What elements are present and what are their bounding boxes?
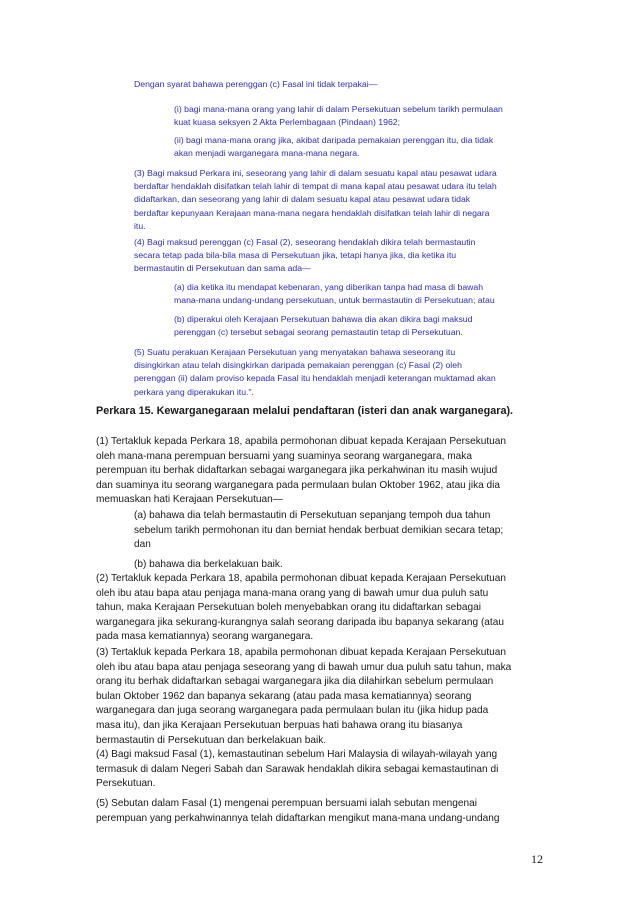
amendment-clause-4b: (b) diperakui oleh Kerajaan Persekutuan bahawa dia akan dikira bagi maksud perenggan (c) tersebut sebagai seorang pemastautin tetap di Persekutuan. (174, 314, 473, 338)
article-clause-4: (4) Bagi maksud Fasal (1), kemastautinan sebelum Hari Malaysia di wilayah-wilayah yang termasuk di dalam Negeri Sabah dan Sarawak hendaklah dikira sebagai kemastautinan di Persekutuan. (96, 749, 499, 790)
article-clause-1b: (b) bahawa dia berkelakuan baik. (134, 559, 283, 570)
article-clause-1: (1) Tertakluk kepada Perkara 18, apabila permohonan dibuat kepada Kerajaan Persekutuan oleh mana-mana perempuan bersuami yang suaminya seorang warganegara, maka perempuan itu berhak didaftarkan sebagai warganegara jika perkahwinan itu masih wujud dan suaminya itu seorang warganegara pada permulaan bulan Oktober 1962, atau jika dia memuaskan hati Kerajaan Persekutuan— (96, 436, 507, 506)
article-clause-2: (2) Tertakluk kepada Perkara 18, apabila permohonan dibuat kepada Kerajaan Persekutuan oleh ibu atau bapa atau penjaga mana-mana orang yang di bawah umur dua puluh satu tahun, maka Kerajaan Persekutuan boleh menyebabkan orang itu didaftarkan sebagai warganegara jika sekurang-kurangnya salah seorang daripada ibu bapanya sekarang (atau pada masa kematiannya) seorang warganegara. (96, 573, 507, 643)
article-clause-3: (3) Tertakluk kepada Perkara 18, apabila permohonan dibuat kepada Kerajaan Persekutuan oleh ibu atau bapa atau penjaga seseorang yang di bawah umur dua puluh satu tahun, maka orang itu berhak didaftarkan sebagai warganegara jika dia dilahirkan sebelum permulaan bulan Oktober 1962 dan bapanya sekarang (atau pada masa kematiannya) seorang warganegara dan juga seorang warganegara pada permulaan bulan itu (jika hidup pada masa itu), dan jika Kerajaan Persekutuan berpuas hati bahawa orang itu biasanya bermastautin di Persekutuan dan berkelakuan baik. (96, 647, 512, 746)
proviso-intro: Dengan syarat bahawa perenggan (c) Fasal ini tidak terpakai— (134, 79, 378, 89)
article-clause-1a: (a) bahawa dia telah bermastautin di Persekutuan sepanjang tempoh dua tahun sebelum tarikh permohonan itu dan berniat hendak berbuat demikian secara tetap; dan (134, 510, 504, 551)
amendment-clause-5: (5) Suatu perakuan Kerajaan Persekutuan yang menyatakan bahawa seseorang itu disingkirkan atau telah disingkirkan daripada pemakaian perenggan (c) Fasal (2) oleh perenggan (ii) dalam proviso kepada Fasal itu hendaklah menjadi keterangan muktamad akan perkara yang diperakukan itu.". (134, 347, 496, 397)
amendment-clause-4a: (a) dia ketika itu mendapat kebenaran, yang diberikan tanpa had masa di bawah mana-mana undang-undang persekutuan, untuk bermastautin di Persekutuan; atau (174, 282, 495, 306)
article-clause-5: (5) Sebutan dalam Fasal (1) mengenai perempuan bersuami ialah sebutan mengenai perempuan yang perkahwinannya telah didaftarkan mengikut mana-mana undang-undang (96, 798, 500, 824)
article-heading: Perkara 15. Kewarganegaraan melalui pendaftaran (isteri dan anak warganegara). (96, 405, 514, 417)
amendment-clause-4: (4) Bagi maksud perenggan (c) Fasal (2), seseorang hendaklah dikira telah bermastautin secara tetap pada bila-bila masa di Persekutuan jika, tetapi hanya jika, dia ketika itu bermastautin di Persekutuan dan sama ada— (134, 237, 476, 274)
page-number: 12 (531, 852, 543, 866)
amendment-clause-3: (3) Bagi maksud Perkara ini, seseorang yang lahir di dalam sesuatu kapal atau pesawat udara berdaftar hendaklah disifatkan telah lahir di tempat di mana kapal atau pesawat udara itu telah didaftarkan, dan seseorang yang lahir di dalam sesuatu kapal atau pesawat udara tidak berdaftar kepunyaan Kerajaan mana-mana negara hendaklah disifatkan telah lahir di negara itu. (134, 168, 497, 231)
proviso-item-i: (i) bagi mana-mana orang yang lahir di dalam Persekutuan sebelum tarikh permulaan kuat kuasa seksyen 2 Akta Perlembagaan (Pindaan) 1962; (174, 104, 503, 128)
proviso-item-ii: (ii) bagi mana-mana orang jika, akibat daripada pemakaian perenggan itu, dia tidak akan menjadi warganegara mana-mana negara. (174, 135, 494, 159)
